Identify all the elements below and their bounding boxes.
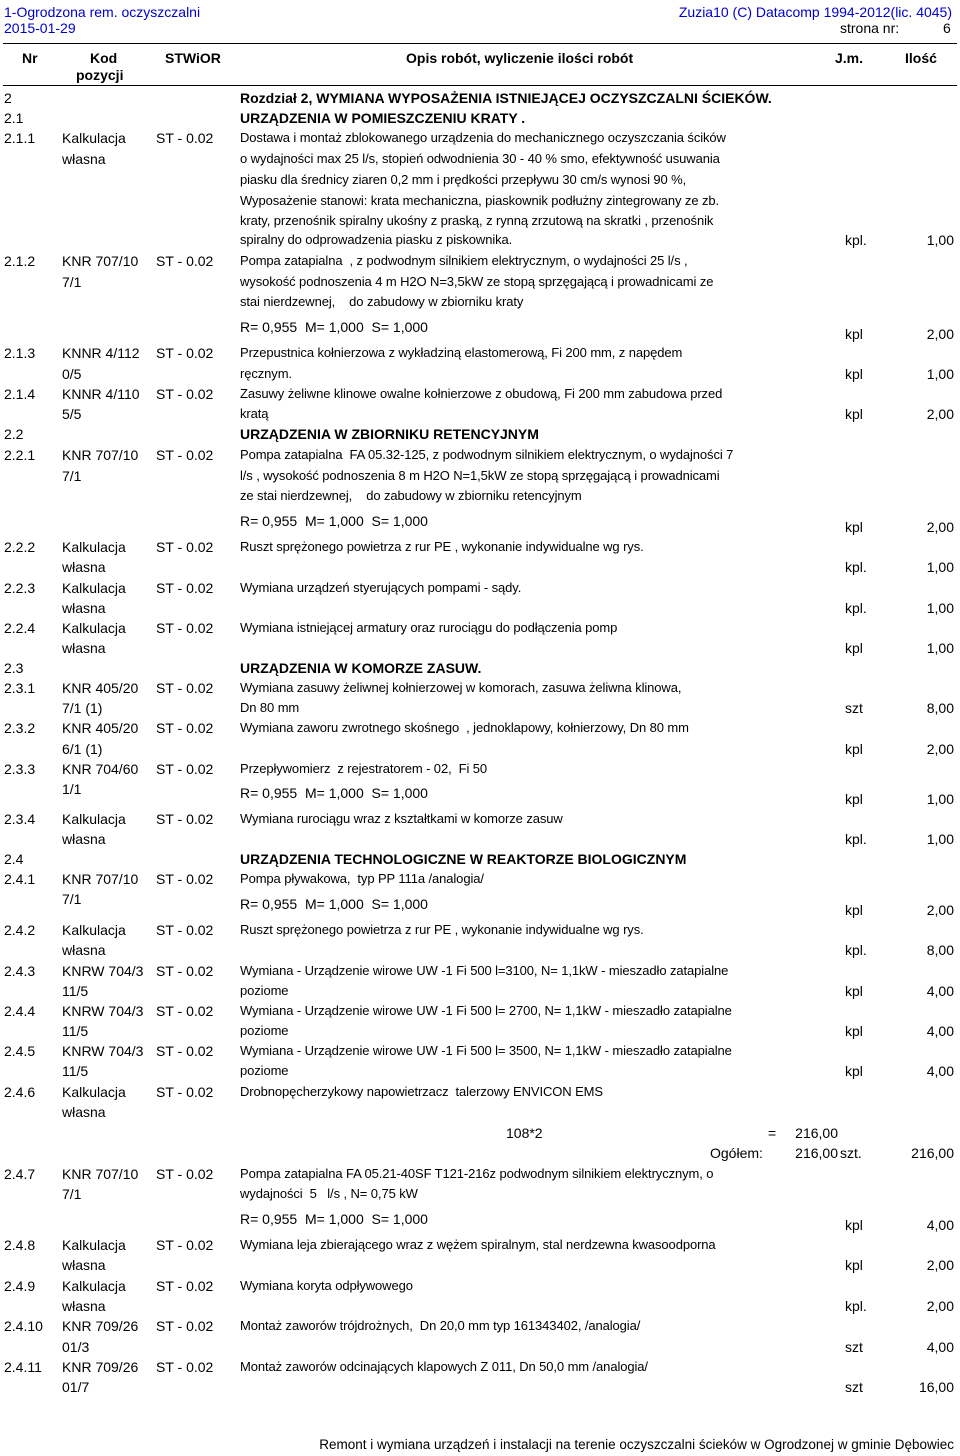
item-nr: 2.1.2: [4, 253, 36, 269]
col-jm: J.m.: [835, 50, 864, 66]
col-opis: Opis robót, wyliczenie ilości robót: [406, 50, 634, 66]
item-nr: 2.4.1: [4, 871, 36, 887]
item-description: Wymiana - Urządzenie wirowe UW -1 Fi 500 l=3100, N= 1,1kW - mieszadło zatapialne: [240, 963, 729, 978]
item-unit: kpl: [845, 406, 863, 422]
item-unit: kpl: [845, 1257, 863, 1273]
item-spec: ST - 0.02: [156, 1084, 214, 1100]
item-quantity: 1,00: [926, 559, 954, 575]
item-description: Pompa zatapialna FA 05.21-40SF T121-216z podwodnym silnikiem elektrycznym, o: [240, 1166, 714, 1181]
item-nr: 2.2.2: [4, 539, 36, 555]
item-code: Kalkulacja: [62, 922, 126, 938]
item-nr: 2.1.1: [4, 130, 36, 146]
item-code: KNR 704/60: [62, 761, 139, 777]
section-title: Rozdział 2, WYMIANA WYPOSAŻENIA ISTNIEJĄCEJ OCZYSZCZALNI ŚCIEKÓW.: [240, 90, 772, 106]
item-spec: ST - 0.02: [156, 811, 214, 827]
item-spec: ST - 0.02: [156, 871, 214, 887]
item-unit: kpl.: [845, 232, 867, 248]
col-pozycji: pozycji: [76, 67, 124, 83]
item-factors: R= 0,955 M= 1,000 S= 1,000: [240, 896, 428, 912]
page-number-label: strona nr:: [840, 20, 900, 36]
item-code: 7/1 (1): [62, 700, 103, 716]
section-title: URZĄDZENIA W KOMORZE ZASUW.: [240, 660, 482, 676]
page-number: 6: [943, 20, 951, 36]
item-nr: 2.4.6: [4, 1084, 36, 1100]
item-description: Ruszt sprężonego powietrza z rur PE , wykonanie indywidualne wg rys.: [240, 539, 644, 554]
item-quantity: 4,00: [926, 1339, 954, 1355]
item-unit: kpl: [845, 366, 863, 382]
item-quantity: 2,00: [926, 519, 954, 535]
item-description: kratą: [240, 406, 269, 421]
item-code: KNRW 704/3: [62, 1043, 144, 1059]
item-description: Montaż zaworów odcinających klapowych Z 011, Dn 50,0 mm /analogia/: [240, 1359, 648, 1374]
item-code: 5/5: [62, 406, 82, 422]
item-description: poziome: [240, 983, 289, 998]
item-code: 11/5: [62, 1063, 89, 1079]
item-description: Wymiana leja zbierającego wraz z wężem spiralnym, stal nerdzewna kwasoodporna: [240, 1237, 716, 1252]
software-license: Zuzia10 (C) Datacomp 1994-2012(lic. 4045): [678, 4, 952, 20]
item-nr: 2.4.2: [4, 922, 36, 938]
item-description: Wymiana zaworu zwrotnego skośnego , jednoklapowy, kołnierzowy, Dn 80 mm: [240, 720, 689, 735]
item-description: stai nierdzewnej, do zabudowy w zbiorniku kraty: [240, 294, 524, 309]
item-unit: kpl.: [845, 1298, 867, 1314]
item-code: KNNR 4/112: [62, 345, 140, 361]
item-code: 11/5: [62, 1023, 89, 1039]
item-quantity: 2,00: [926, 1298, 954, 1314]
total-label: Ogółem:: [710, 1145, 763, 1161]
item-code: Kalkulacja: [62, 1237, 126, 1253]
item-description: Wymiana koryta odpływowego: [240, 1278, 413, 1293]
item-code: własna: [62, 1298, 106, 1314]
item-spec: ST - 0.02: [156, 620, 214, 636]
item-code: własna: [62, 640, 106, 656]
item-code: 11/5: [62, 983, 89, 999]
item-description: Przepływomierz z rejestratorem - 02, Fi 50: [240, 761, 488, 776]
item-code: 01/3: [62, 1339, 90, 1355]
item-unit: szt.: [840, 1145, 862, 1161]
item-quantity: 4,00: [926, 983, 954, 999]
item-nr: 2.4.3: [4, 963, 36, 979]
item-description: Wymiana - Urządzenie wirowe UW -1 Fi 500 l= 2700, N= 1,1kW - mieszadło zatapialne: [240, 1003, 732, 1018]
item-description: Pompa pływakowa, typ PP 111a /analogia/: [240, 871, 484, 886]
item-factors: R= 0,955 M= 1,000 S= 1,000: [240, 513, 428, 529]
item-description: Wymiana - Urządzenie wirowe UW -1 Fi 500 l= 3500, N= 1,1kW - mieszadło zatapialne: [240, 1043, 732, 1058]
item-nr: 2.1.3: [4, 345, 36, 361]
col-ilosc: Ilość: [905, 50, 937, 66]
item-unit: kpl: [845, 791, 863, 807]
item-nr: 2.4.5: [4, 1043, 36, 1059]
item-nr: 2.4.8: [4, 1237, 36, 1253]
section-title: URZĄDZENIA TECHNOLOGICZNE W REAKTORZE BIOLOGICZNYM: [240, 851, 687, 867]
item-spec: ST - 0.02: [156, 720, 214, 736]
item-unit: kpl.: [845, 942, 867, 958]
item-description: kraty, przenośnik spiralny ukośny z praską, z rynną zrzutową na skratki , przenośnik: [240, 213, 714, 228]
item-quantity: 4,00: [926, 1023, 954, 1039]
item-unit: kpl: [845, 983, 863, 999]
item-description: Montaż zaworów trójdrożnych, Dn 20,0 mm typ 161343402, /analogia/: [240, 1318, 641, 1333]
item-spec: ST - 0.02: [156, 1043, 214, 1059]
item-code: własna: [62, 600, 106, 616]
item-description: Dostawa i montaż zblokowanego urządzenia do mechanicznego oczyszczania ścików: [240, 130, 726, 145]
item-description: wysokość podnoszenia 4 m H2O N=3,5kW ze stopą sprzęgającą i prowadnicami ze: [240, 274, 714, 289]
item-code: 7/1: [62, 468, 82, 484]
item-description: Wymiana zasuwy żeliwnej kołnierzowej w komorach, zasuwa żeliwna klinowa,: [240, 680, 682, 695]
item-code: KNR 707/10: [62, 253, 139, 269]
item-quantity: 2,00: [926, 741, 954, 757]
item-unit: kpl: [845, 902, 863, 918]
item-quantity: 1,00: [926, 232, 954, 248]
item-description: o wydajności max 25 l/s, stopień odwodnienia 30 - 40 % smo, efektywność usuwania: [240, 151, 720, 166]
item-unit: szt: [845, 1339, 863, 1355]
item-quantity: 2,00: [926, 902, 954, 918]
item-code: KNNR 4/110: [62, 386, 140, 402]
item-quantity: 1,00: [926, 366, 954, 382]
col-nr: Nr: [22, 50, 38, 66]
item-code: KNR 707/10: [62, 1166, 139, 1182]
item-code: 7/1: [62, 274, 82, 290]
item-description: Przepustnica kołnierzowa z wykładziną elastomerową, Fi 200 mm, z napędem: [240, 345, 683, 360]
item-quantity: 8,00: [926, 700, 954, 716]
item-code: Kalkulacja: [62, 1278, 126, 1294]
item-spec: ST - 0.02: [156, 922, 214, 938]
col-stwior: STWiOR: [165, 50, 221, 66]
header-bottom-rule: [3, 85, 957, 86]
calc-equals: =: [768, 1125, 777, 1141]
item-unit: kpl: [845, 1063, 863, 1079]
item-code: własna: [62, 831, 106, 847]
item-description: Drobnopęcherzykowy napowietrzacz talerzowy ENVICON EMS: [240, 1084, 603, 1099]
item-code: KNRW 704/3: [62, 963, 144, 979]
item-description: piasku dla średnicy ziaren 0,2 mm i prędkości przepływu 30 cm/s wynosi 90 %,: [240, 172, 687, 187]
section-nr: 2.2: [4, 426, 24, 442]
item-quantity: 2,00: [926, 406, 954, 422]
item-unit: kpl.: [845, 831, 867, 847]
item-code: 6/1 (1): [62, 741, 103, 757]
item-nr: 2.2.4: [4, 620, 36, 636]
item-nr: 2.4.7: [4, 1166, 36, 1182]
item-description: Wymiana istniejącej armatury oraz rurociągu do podłączenia pomp: [240, 620, 618, 635]
total-value: 216,00: [795, 1145, 838, 1161]
item-nr: 2.4.4: [4, 1003, 36, 1019]
item-unit: szt: [845, 700, 863, 716]
item-unit: kpl.: [845, 600, 867, 616]
item-description: ręcznym.: [240, 366, 292, 381]
item-code: KNR 709/26: [62, 1318, 139, 1334]
item-description: poziome: [240, 1023, 289, 1038]
item-quantity: 1,00: [926, 791, 954, 807]
section-nr: 2.4: [4, 851, 24, 867]
item-description: Ruszt sprężonego powietrza z rur PE , wykonanie indywidualne wg rys.: [240, 922, 644, 937]
item-quantity: 1,00: [926, 600, 954, 616]
item-unit: szt: [845, 1379, 863, 1395]
item-spec: ST - 0.02: [156, 1237, 214, 1253]
item-code: Kalkulacja: [62, 130, 126, 146]
item-unit: kpl: [845, 1023, 863, 1039]
item-code: 1/1: [62, 781, 82, 797]
item-description: spiralny do odprowadzenia piasku z piskownika.: [240, 232, 513, 247]
item-spec: ST - 0.02: [156, 1278, 214, 1294]
item-quantity: 8,00: [926, 942, 954, 958]
item-spec: ST - 0.02: [156, 761, 214, 777]
item-quantity: 16,00: [918, 1379, 954, 1395]
section-title: URZĄDZENIA W POMIESZCZENIU KRATY .: [240, 110, 526, 126]
item-unit: kpl: [845, 741, 863, 757]
item-unit: kpl: [845, 640, 863, 656]
item-nr: 2.2.1: [4, 447, 36, 463]
item-description: l/s , wysokość podnoszenia 8 m H2O N=1,5kW ze stopą sprzęgającą i prowadnicami: [240, 468, 720, 483]
item-code: własna: [62, 1257, 106, 1273]
item-description: poziome: [240, 1063, 289, 1078]
item-description: Zasuwy żeliwne klinowe owalne kołnierzowe z obudową, Fi 200 mm zabudowa przed: [240, 386, 723, 401]
item-code: Kalkulacja: [62, 811, 126, 827]
item-quantity: 2,00: [926, 1257, 954, 1273]
item-code: Kalkulacja: [62, 620, 126, 636]
item-description: Pompa zatapialna , z podwodnym silnikiem elektrycznym, o wydajności 25 l/s ,: [240, 253, 688, 268]
item-description: Dn 80 mm: [240, 700, 300, 715]
item-code: KNRW 704/3: [62, 1003, 144, 1019]
item-factors: R= 0,955 M= 1,000 S= 1,000: [240, 785, 428, 801]
item-factors: R= 0,955 M= 1,000 S= 1,000: [240, 319, 428, 335]
item-code: Kalkulacja: [62, 539, 126, 555]
item-spec: ST - 0.02: [156, 1318, 214, 1334]
item-quantity: 2,00: [926, 326, 954, 342]
item-code: KNR 709/26: [62, 1359, 139, 1375]
item-code: własna: [62, 151, 106, 167]
item-quantity: 1,00: [926, 640, 954, 656]
item-nr: 2.3.1: [4, 680, 36, 696]
item-spec: ST - 0.02: [156, 539, 214, 555]
item-quantity: 216,00: [911, 1145, 954, 1161]
item-spec: ST - 0.02: [156, 1359, 214, 1375]
item-spec: ST - 0.02: [156, 253, 214, 269]
item-description: wydajności 5 l/s , N= 0,75 kW: [240, 1186, 418, 1201]
document-title: 1-Ogrodzona rem. oczyszczalni: [4, 4, 201, 20]
item-description: Wymiana urządzeń styerujących pompami - sądy.: [240, 580, 522, 595]
item-spec: ST - 0.02: [156, 1166, 214, 1182]
item-nr: 2.4.9: [4, 1278, 36, 1294]
item-nr: 2.4.10: [4, 1318, 43, 1334]
item-spec: ST - 0.02: [156, 680, 214, 696]
item-unit: kpl: [845, 1217, 863, 1233]
col-kod: Kod: [90, 50, 118, 66]
item-code: 0/5: [62, 366, 82, 382]
item-code: 01/7: [62, 1379, 90, 1395]
item-unit: kpl: [845, 326, 863, 342]
item-unit: kpl: [845, 519, 863, 535]
item-code: własna: [62, 942, 106, 958]
item-factors: R= 0,955 M= 1,000 S= 1,000: [240, 1211, 428, 1227]
page-footer: Remont i wymiana urządzeń i instalacji na terenie oczyszczalni ścieków w Ogrodzonej w gminie Dębowiec: [319, 1437, 954, 1452]
section-title: URZĄDZENIA W ZBIORNIKU RETENCYJNYM: [240, 426, 539, 442]
item-code: 7/1: [62, 891, 82, 907]
item-nr: 2.3.3: [4, 761, 36, 777]
calc-value: 216,00: [795, 1125, 838, 1141]
item-nr: 2.2.3: [4, 580, 36, 596]
item-description: Pompa zatapialna FA 05.32-125, z podwodnym silnikiem elektrycznym, o wydajności 7: [240, 447, 734, 462]
item-quantity: 4,00: [926, 1063, 954, 1079]
item-quantity: 1,00: [926, 831, 954, 847]
item-code: Kalkulacja: [62, 1084, 126, 1100]
document-date: 2015-01-29: [4, 20, 76, 36]
item-code: Kalkulacja: [62, 580, 126, 596]
item-code: własna: [62, 559, 106, 575]
item-description: Wyposażenie stanowi: krata mechaniczna, piaskownik podłużny zintegrowany ze zb.: [240, 193, 720, 208]
item-unit: kpl.: [845, 559, 867, 575]
item-nr: 2.3.4: [4, 811, 36, 827]
item-description: Wymiana rurociągu wraz z kształtkami w komorze zasuw: [240, 811, 563, 826]
item-nr: 2.4.11: [4, 1359, 42, 1375]
item-spec: ST - 0.02: [156, 447, 214, 463]
section-nr: 2.1: [4, 110, 24, 126]
item-spec: ST - 0.02: [156, 386, 214, 402]
section-nr: 2: [4, 90, 12, 106]
item-code: własna: [62, 1104, 106, 1120]
calc-expression: 108*2: [506, 1125, 543, 1141]
item-spec: ST - 0.02: [156, 130, 214, 146]
item-code: 7/1: [62, 1186, 82, 1202]
item-nr: 2.3.2: [4, 720, 36, 736]
item-nr: 2.1.4: [4, 386, 36, 402]
section-nr: 2.3: [4, 660, 24, 676]
item-code: KNR 707/10: [62, 447, 139, 463]
item-quantity: 4,00: [926, 1217, 954, 1233]
item-spec: ST - 0.02: [156, 580, 214, 596]
header-top-rule: [3, 43, 957, 44]
item-code: KNR 405/20: [62, 720, 139, 736]
item-code: KNR 707/10: [62, 871, 139, 887]
item-code: KNR 405/20: [62, 680, 139, 696]
item-spec: ST - 0.02: [156, 345, 214, 361]
item-description: ze stai nierdzewnej, do zabudowy w zbiorniku retencyjnym: [240, 488, 582, 503]
item-spec: ST - 0.02: [156, 963, 214, 979]
item-spec: ST - 0.02: [156, 1003, 214, 1019]
